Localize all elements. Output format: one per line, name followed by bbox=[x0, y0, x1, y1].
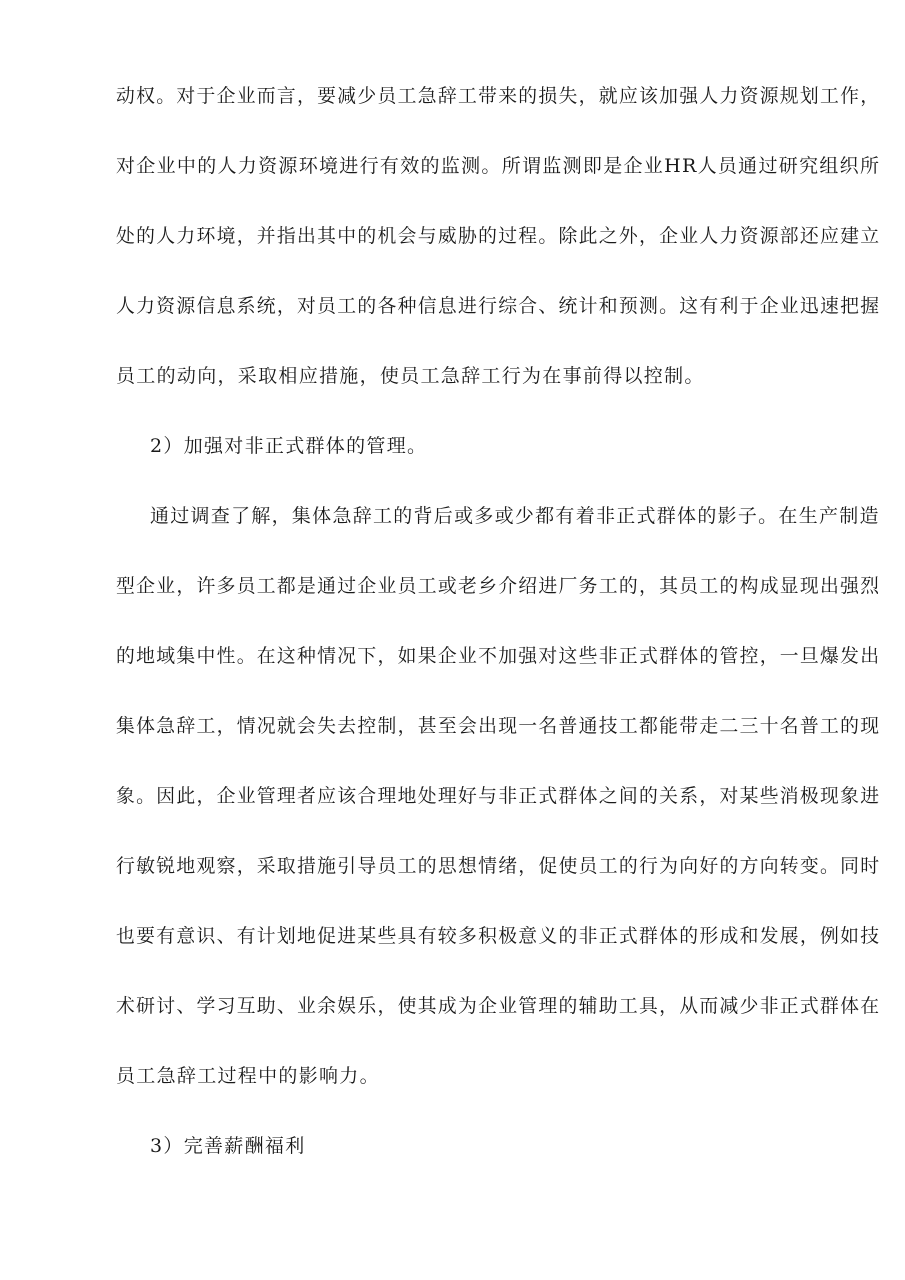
text-line: 员工急辞工过程中的影响力。 bbox=[116, 1065, 380, 1087]
section-heading: 3）完善薪酬福利 bbox=[150, 1135, 306, 1157]
text-line: 处的人力环境，并指出其中的机会与威胁的过程。除此之外，企业人力资源部还应建立 bbox=[116, 225, 881, 247]
section-heading: 2）加强对非正式群体的管理。 bbox=[150, 435, 428, 457]
text-line: 对企业中的人力资源环境进行有效的监测。所谓监测即是企业HR人员通过研究组织所 bbox=[116, 155, 881, 177]
text-line: 动权。对于企业而言，要减少员工急辞工带来的损失，就应该加强人力资源规划工作， bbox=[116, 85, 881, 107]
text-line: 行敏锐地观察，采取措施引导员工的思想情绪，促使员工的行为向好的方向转变。同时 bbox=[116, 855, 881, 877]
text-line: 也要有意识、有计划地促进某些具有较多积极意义的非正式群体的形成和发展，例如技 bbox=[116, 925, 881, 947]
text-line: 集体急辞工，情况就会失去控制，甚至会出现一名普通技工都能带走二三十名普工的现 bbox=[116, 715, 881, 737]
text-line: 通过调查了解，集体急辞工的背后或多或少都有着非正式群体的影子。在生产制造 bbox=[150, 505, 880, 527]
text-line: 象。因此，企业管理者应该合理地处理好与非正式群体之间的关系，对某些消极现象进 bbox=[116, 785, 881, 807]
text-line: 术研讨、学习互助、业余娱乐，使其成为企业管理的辅助工具，从而减少非正式群体在 bbox=[116, 995, 881, 1017]
text-line: 的地域集中性。在这种情况下，如果企业不加强对这些非正式群体的管控，一旦爆发出 bbox=[116, 645, 881, 667]
text-line: 型企业，许多员工都是通过企业员工或老乡介绍进厂务工的，其员工的构成显现出强烈 bbox=[116, 575, 881, 597]
text-line: 员工的动向，采取相应措施，使员工急辞工行为在事前得以控制。 bbox=[116, 365, 705, 387]
text-line: 人力资源信息系统，对员工的各种信息进行综合、统计和预测。这有利于企业迅速把握 bbox=[116, 295, 881, 317]
